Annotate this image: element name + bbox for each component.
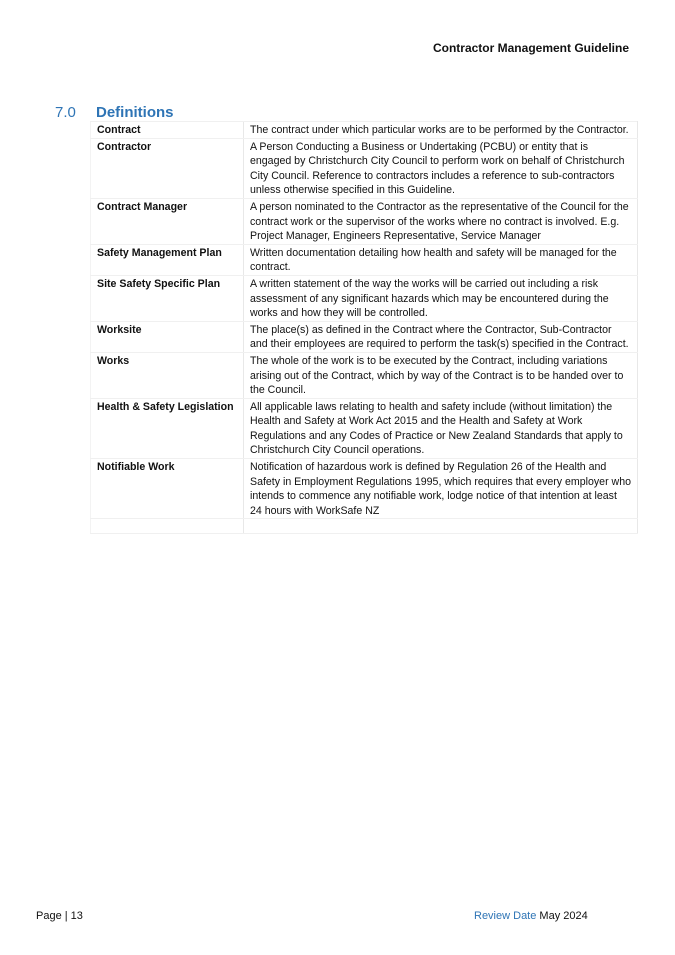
empty-cell — [91, 519, 244, 534]
definition-term: Notifiable Work — [91, 459, 244, 519]
table-row — [91, 352, 638, 398]
definition-term: Contract Manager — [91, 198, 244, 244]
page-number: Page | 13 — [36, 910, 83, 922]
table-row — [91, 459, 638, 519]
section-title: Definitions — [96, 104, 174, 121]
definition-text: A person nominated to the Contractor as the representative of the Council for the contract work or the supervisor of the works where no contract is involved. E.g. Project Manager, Engineers Representative, Service Manager — [244, 198, 638, 244]
definition-term: Contract — [91, 122, 244, 139]
review-date-label: Review Date — [474, 910, 537, 922]
table-row — [91, 275, 638, 321]
section-number: 7.0 — [55, 104, 76, 121]
definition-text: The contract under which particular works are to be performed by the Contractor. — [244, 122, 638, 139]
definition-term: Site Safety Specific Plan — [91, 275, 244, 321]
table-row — [91, 198, 638, 244]
table-row — [91, 244, 638, 275]
table-row — [91, 138, 638, 198]
table-row — [91, 398, 638, 458]
document-header-title: Contractor Management Guideline — [432, 41, 629, 55]
review-date — [474, 910, 588, 922]
empty-cell — [244, 519, 638, 534]
table-row — [91, 122, 638, 139]
definition-text: The place(s) as defined in the Contract where the Contractor, Sub-Contractor and their employees are required to perform the task(s) specified in the Contract. — [244, 321, 638, 352]
definition-text: All applicable laws relating to health and safety include (without limitation) the Health and Safety at Work Act 2015 and the Health and Safety at Work Regulations and any Codes of Practice or New Zealand Standards that apply to Christchurch City Council operations. — [244, 398, 638, 458]
definition-text: A Person Conducting a Business or Undertaking (PCBU) or entity that is engaged by Christchurch City Council to perform work on behalf of Christchurch City Council. Reference to contractors includes a reference to sub-contractors unless otherwise specified in this Guideline. — [244, 138, 638, 198]
definition-text: Notification of hazardous work is defined by Regulation 26 of the Health and Safety in Employment Regulations 1995, which requires that every employer who intends to commence any notifiable work, lodge notice of that intention at least 24 hours with WorkSafe NZ — [244, 459, 638, 519]
definition-term: Safety Management Plan — [91, 244, 244, 275]
definition-text: The whole of the work is to be executed by the Contract, including variations arising out of the Contract, which by way of the Contract is to be handed over to the Council. — [244, 352, 638, 398]
table-row — [91, 321, 638, 352]
definition-text: Written documentation detailing how health and safety will be managed for the contract. — [244, 244, 638, 275]
definition-term: Worksite — [91, 321, 244, 352]
section-heading — [55, 104, 174, 121]
definition-term: Contractor — [91, 138, 244, 198]
definitions-table — [90, 121, 638, 534]
review-date-value: May 2024 — [539, 910, 588, 922]
table-row-empty — [91, 519, 638, 534]
definition-text: A written statement of the way the works will be carried out including a risk assessment of any significant hazards which may be encountered during the works and how they will be controlled. — [244, 275, 638, 321]
definition-term: Health & Safety Legislation — [91, 398, 244, 458]
definition-term: Works — [91, 352, 244, 398]
